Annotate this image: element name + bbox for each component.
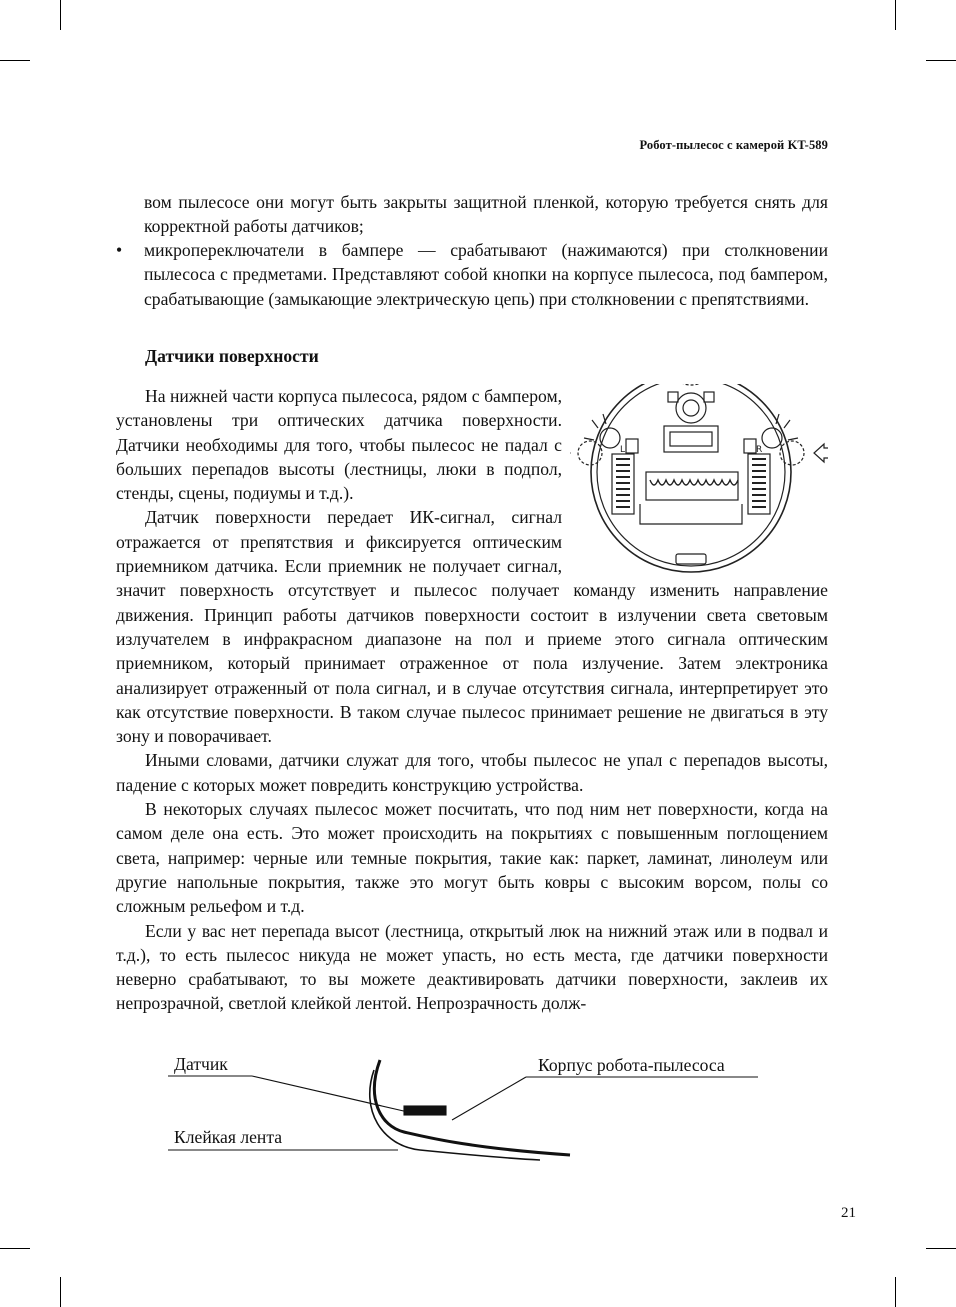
- label-tape: Клейкая лента: [174, 1127, 283, 1147]
- crop-mark: [0, 60, 30, 61]
- sensor-block: [404, 1106, 446, 1115]
- paragraph-1: На нижней части корпуса пылесоса, рядом с бампером, установлены три оптических датчика поверхности. Датчики необходимы для того, чтобы пылесос не падал с больших перепадов высоты (лестницы, люки в подпол, стенды, сцены, подиумы и т.д.).: [116, 386, 562, 504]
- tape-diagram: [0, 1040, 956, 1180]
- crop-mark: [895, 1277, 896, 1307]
- bullet-item: [116, 238, 828, 311]
- paragraph-3: Иными словами, датчики служат для того, чтобы пылесос не упал с перепадов высоты, падение с которых может повредить конструкцию устройства.: [116, 750, 828, 795]
- main-brush: [646, 472, 738, 500]
- crop-mark: [60, 1277, 61, 1307]
- section-heading: Датчики поверхности: [145, 346, 319, 366]
- continuation-text: вом пылесосе они могут быть закрыты защитной пленкой, которую требуется снять для корректной работы датчиков;: [144, 192, 828, 237]
- bullet-continuation: [144, 190, 828, 239]
- crop-mark: [60, 0, 61, 30]
- robot-bottom-figure: [570, 384, 828, 576]
- crop-mark: [0, 1248, 30, 1249]
- bullet-text: микропереключатели в бампере — срабатывают (нажимаются) при столкновении пылесоса с предметами. Представляют собой кнопки на корпусе пылесоса, под бампером, срабатывающие (замыкающие электрическую цепь) при столкновении с препятствиями.: [144, 240, 828, 309]
- paragraph-5: Если у вас нет перепада высот (лестница, открытый люк на нижний этаж или в подвал и т.д.), то есть пылесос никуда не может упасть, но есть места, где датчики поверхности неверно срабатывают, то вы можете деактивировать датчики поверхности, заклеив их непрозрачной, светлой клейкой лентой. Непрозрачность долж-: [116, 920, 828, 1014]
- crop-mark: [926, 60, 956, 61]
- arrow-left-icon: [814, 444, 828, 462]
- wheel-label-left: L: [620, 445, 626, 455]
- page-number: 21: [841, 1205, 856, 1221]
- crop-mark: [926, 1248, 956, 1249]
- paragraph-2: Датчик поверхности передает ИК-сигнал, сигнал отражается от препятствия и фиксируется оптическим приемником датчика. Если приемник не получает сигнал, значит поверхность отсутствует и пылесос получает команду изменить направление движения. Принцип работы датчиков поверхности состоит в излучении света световым излучателем в инфракрасном диапазоне на пол и приеме этого сигнала оптическим приемником, который принимает отраженное от пола излучение. Затем электроника анализирует отраженный от пола сигнал, и в случае отсутствия сигнала, интерпретирует это как отсутствие поверхности. В таком случае пылесос принимает решение не двигаться в эту зону и поворачивает.: [116, 507, 828, 747]
- paragraph-4: В некоторых случаях пылесос может посчитать, что под ним нет поверхности, когда на самом деле она есть. Это может происходить на покрытиях с повышенным поглощением света, например: черные или темные покрытия, такие как: паркет, ламинат, линолеум или другие напольные покрытия, также это могут быть ковры с высоким ворсом, полы со сложным рельефом и т.д.: [116, 799, 828, 917]
- bullet-mark: •: [116, 240, 123, 260]
- label-sensor: Датчик: [174, 1054, 228, 1074]
- running-header: Робот-пылесос с камерой KT-589: [639, 138, 828, 152]
- robot-bottom-svg: [570, 384, 828, 576]
- label-body: Корпус робота-пылесоса: [538, 1055, 725, 1075]
- crop-mark: [895, 0, 896, 30]
- wheel-label-right: R: [756, 445, 763, 455]
- body-text-flow: [116, 384, 828, 1016]
